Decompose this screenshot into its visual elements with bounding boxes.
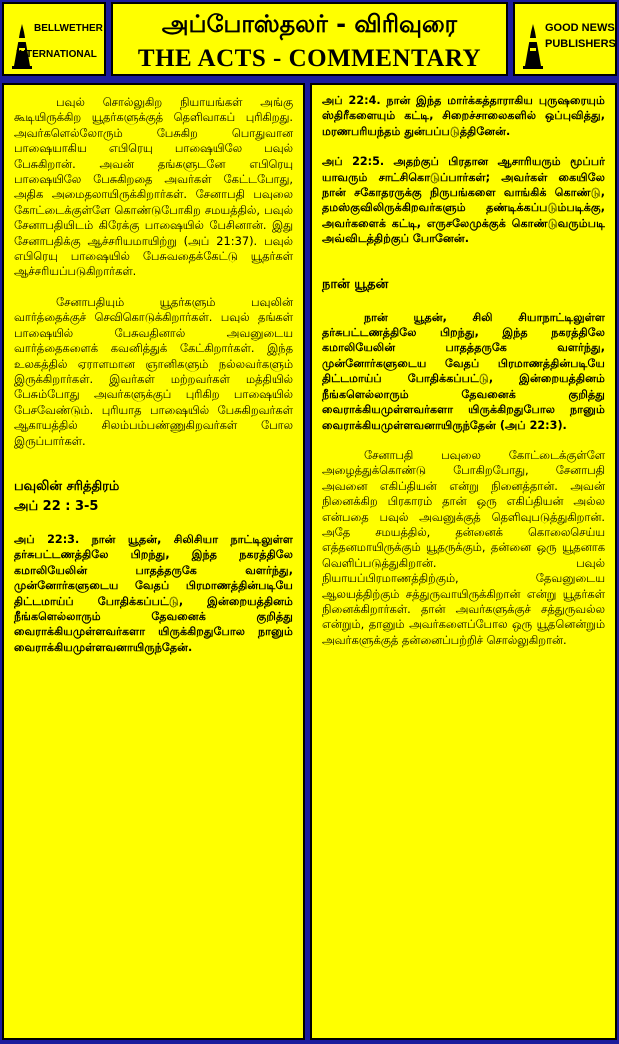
bellwether-logo-line1: BELLWETHER [34, 23, 103, 34]
good-news-publishers-logo [513, 2, 617, 76]
verse-22-4: அப் 22:4. நான் இந்த மார்க்கத்தாராகிய புருஷரையும் ஸ்திரீகளையும் கட்டி, சிறைச்சாலைகளில் ஒப்புவித்து, மரணபரியந்தம் துன்பப்படுத்தினேன். [322, 94, 605, 138]
page-title-english: THE ACTS - COMMENTARY [137, 45, 482, 72]
bellwether-logo-line2: INTERNATIONAL [16, 49, 97, 60]
right-column [310, 83, 617, 1040]
bellwether-logo [2, 2, 106, 76]
section-reference: அப் 22 : 3-5 [14, 498, 99, 514]
section-heading-i-am-jew: நான் யூதன் [322, 276, 389, 292]
page-title-tamil: அப்போஸ்தலர் - விரிவுரை [161, 10, 458, 38]
intro-paragraph: பவுல் சொல்லுகிற நியாயங்கள் அங்கு கூடியிருக்கிற யூதர்களுக்குத் தெளிவாகப் புரிகிறது. அவர்களெல்லோரும் பேசுகிற பொதுவான பாஷையாகிய எபிரெயு பாஷையிலே பவுல் பேசுகிறான். அவன் தங்களுடனே எபிரெயு பாஷையிலே பேசுகிறதை அவர்கள் கேட்டபோது, அதிக அமைதலாயிருக்கிறார்கள். சேனாபதி பவுலை கோட்டைக்குள்ளே கொண்டுபோகிற சமயத்தில், பவுல் சேனாபதியிடம் கிரேக்கு பாஷையில் பேசினான். இது சேனாபதிக்கு ஆச்சரியமாயிற்று (அப் 21:37). பவுல் எபிரெயு பாஷையில் பேசுவதைக்கேட்டு யூதர்கள் ஆச்சரியப்படுகிறார்கள். [14, 95, 293, 279]
gnp-logo-line1: GOOD NEWS [545, 22, 615, 34]
language-paragraph: சேனாபதியும் யூதர்களும் பவுலின் வார்த்தைக்குச் செவிகொடுக்கிறார்கள். பவுல் தங்கள் பாஷையில் பேசுவதினால் அவனுடைய வார்த்தைகளைக் கவனித்துக் கேட்கிறார்கள். இந்த உலகத்தில் ஏராளமான ஞானிகளும் நல்லவர்களும் இருக்கிறார்கள். இவர்கள் மற்றவர்கள் மத்தியில் பேசும்போது அவர்களுக்குப் புரிகிற பாஷையில் பேசவேண்டும். புரியாத பாஷையில் பேசுகிறவர்கள் ஆகாயத்தில் சிலம்பம்பண்ணுகிறவர்கள் போல இருப்பார்கள். [14, 294, 293, 448]
left-column [2, 83, 305, 1040]
verse-22-5: அப் 22:5. அதற்குப் பிரதான ஆசாரியரும் மூப்பர் யாவரும் சாட்சிகொடுப்பார்கள்; அவர்கள் கையிலே நான் சகோதரருக்கு நிருபங்களை வாங்கிக் கொண்டு, தமஸ்குவிலிருக்கிறவர்களும் தண்டிக்கப்படும்படிக்கு, அவர்களைக் கட்டி, எருசலேமுக்குக் கொண்டுவரும்படி அவ்விடத்திற்குப் போனேன். [322, 155, 605, 246]
section-heading: பவுலின் சரித்திரம் [14, 478, 120, 494]
page-title-box [111, 2, 508, 76]
verse-22-3: அப் 22:3. நான் யூதன், சிலிசியா நாட்டிலுள்ள தர்சுபட்டணத்திலே பிறந்து, இந்த நகரத்திலே கமாலியேலின் பாதத்தருகே வளர்ந்து, முன்னோர்களுடைய வேதப் பிரமாணத்தின்படியே திட்டமாய்ப் போதிக்கப்பட்டு, இன்றையத்தினம் நீங்களெல்லாரும் தேவனைக் குறித்து வைராக்கியமுள்ளவர்களா யிருக்கிறதுபோல நானும் வைராக்கியமுள்ளவனாயிருந்தேன். [14, 532, 293, 654]
commentary-paragraph: சேனாபதி பவுலை கோட்டைக்குள்ளே அழைத்துக்கொண்டு போகிறபோது, சேனாபதி அவனை எகிப்தியன் என்று நினைத்தான். அவன் நினைக்கிற பிரகாரம் தான் ஒரு எகிப்தியன் அல்ல என்பதை பவுல் அவனுக்குத் தெளிவுபடுத்துகிறான். அதே சமயத்தில், தன்னைக் கொலைசெய்ய எத்தனமாயிருக்கும் யூதருக்கும், தன்னை ஒரு யூதனாக வெளிப்படுத்துகிறான். பவுல் நியாயப்பிரமாணத்திற்கும், தேவனுடைய ஆலயத்திற்கும் சத்துருவாயிருக்கிறான் என்று யூதர்கள் நினைக்கிறார்கள். தான் அவர்களுக்குச் சத்துருவல்ல என்றும், தானும் அவர்களைப்போல ஒரு யூதனென்றும் அவர்களுக்குத் தன்னைப்பற்றிச் சொல்லுகிறான். [322, 447, 605, 647]
gnp-logo-line2: PUBLISHERS [545, 38, 616, 50]
verse-quote: நான் யூதன், சிலி சியாநாட்டிலுள்ள தர்சுபட்டணத்திலே பிறந்து, இந்த நகரத்திலே கமாலியேலின் பாதத்தருகே வளர்ந்து, முன்னோர்களுடைய வேதப் பிரமாணத்தின்படியே திட்டமாய்ப் போதிக்கப்பட்டு, இன்றையத்தினம் நீங்களெல்லாரும் தேவனைக் குறித்து வைராக்கியமுள்ளவர்களா யிருக்கிறதுபோல நானும் வைராக்கியமுள்ளவனாயிருந்தேன் (அப் 22:3). [322, 310, 605, 432]
